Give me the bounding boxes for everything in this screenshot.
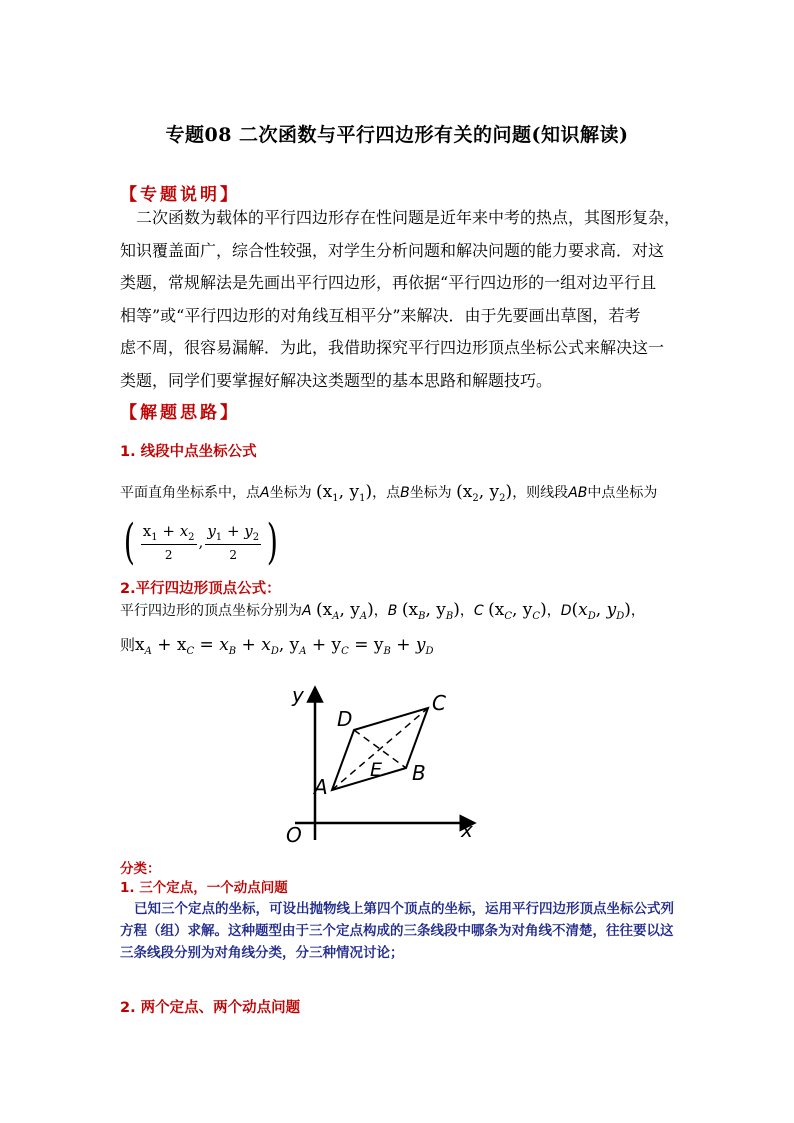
case1-title: 1. 三个定点，一个动点问题 — [120, 880, 288, 896]
intro-line: 知识覆盖面广，综合性较强，对学生分析问题和解决问题的能力要求高．对这 — [120, 240, 665, 260]
intro-paragraph — [120, 202, 690, 397]
label-origin: O — [286, 823, 302, 847]
intro-line: 类题，同学们要掌握好解决这类题型的基本思路和解题技巧。 — [120, 370, 553, 390]
label-a: A — [314, 775, 328, 799]
section-header-intro: 【专题说明】 — [120, 185, 240, 205]
intro-line: 虑不周，很容易漏解．为此，我借助探究平行四边形顶点坐标公式来解决这一 — [120, 338, 665, 357]
label-y: y — [292, 683, 304, 707]
intro-line: 相等”或“平行四边形的对角线互相平分”来解决．由于先要画出草图，若考 — [120, 305, 641, 325]
vertex-sentence: 平行四边形的顶点坐标分别为A ($x_A$, $y_A$)，B ($x_B$, $y_B$)，C ($x_C$, $y_C$)，$D(x_D$, $y_D$)， — [120, 600, 645, 622]
midpoint-formula: ( $\frac{x_1 + x_2}{2}$ , $\frac{y_1 + y_2}{2}$ ) — [123, 514, 279, 570]
label-e: E — [370, 759, 383, 781]
label-b: B — [412, 761, 426, 785]
label-x: x — [461, 818, 473, 842]
midpoint-sentence: 平面直角坐标系中，点A坐标为 ($x_1$, $y_1$)，点B坐标为 ($x_2$, $y_2$)，则线段AB中点坐标为 — [120, 482, 658, 504]
point-a-coords: ($x_1$, $y_1$) — [316, 482, 373, 504]
vertex-formula: 则$x_A + x_C = x_B + x_D$, $y_A + y_C = y_B + y_D$ — [120, 635, 434, 657]
section-header-thinking: 【解题思路】 — [120, 403, 240, 423]
case1-text: 已知三个定点的坐标，可设出抛物线上第四个顶点的坐标，运用平行四边形顶点坐标公式列方程（组）求解。这种题型由于三个定点构成的三条线段中哪条为对角线不清楚，往往要以这三条线段分别为对角线分类，分三种情况讨论； — [120, 901, 674, 961]
parallelogram-diagram — [270, 680, 490, 855]
heading-midpoint: 1. 线段中点坐标公式 — [120, 444, 257, 460]
point-b-coords: ($x_2$, $y_2$) — [456, 482, 513, 504]
intro-line: 二次函数为载体的平行四边形存在性问题是近年来中考的热点，其图形复杂， — [136, 208, 681, 227]
label-d: D — [337, 707, 353, 731]
classify-label: 分类： — [120, 861, 161, 877]
intro-line: 类题，常规解法是先画出平行四边形，再依据“平行四边形的一组对边平行且 — [120, 273, 657, 292]
case2-title: 2. 两个定点、两个动点问题 — [120, 1000, 301, 1016]
heading-vertex-formula: 2.平行四边形顶点公式： — [120, 581, 281, 597]
label-c: C — [432, 691, 446, 715]
page-title: 专题08 二次函数与平行四边形有关的问题(知识解读) — [165, 124, 629, 146]
